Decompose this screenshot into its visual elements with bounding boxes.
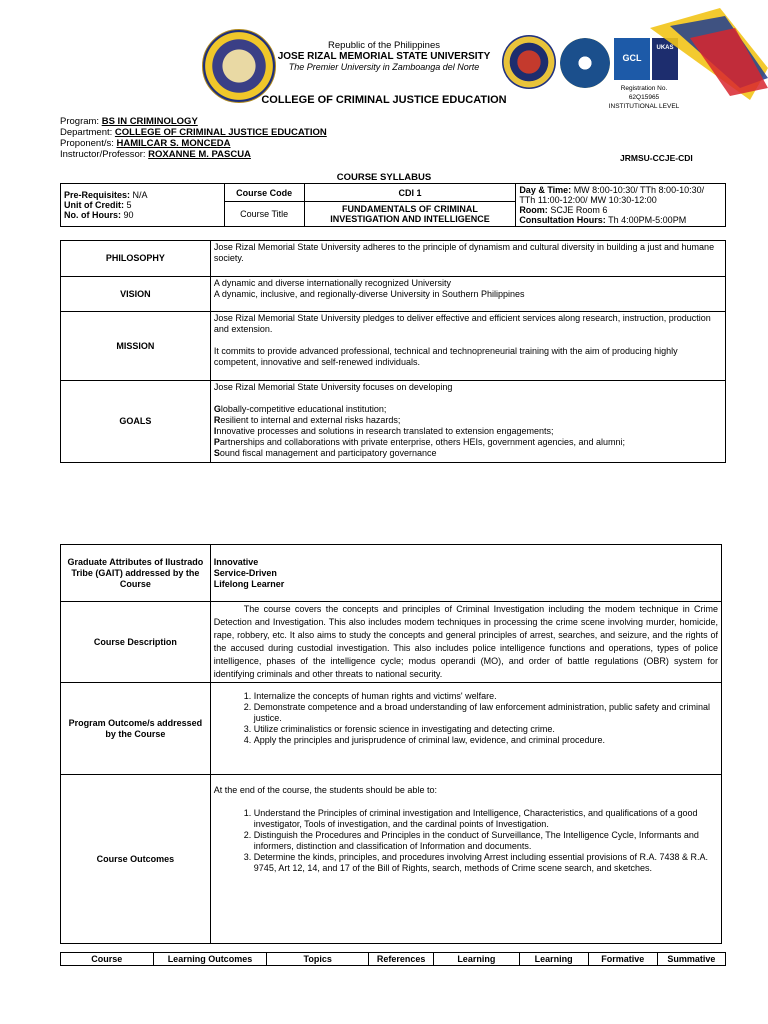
course-outcomes-label: Course Outcomes — [61, 775, 211, 944]
vmg-table — [60, 240, 726, 463]
philosophy-label: PHILOSOPHY — [61, 241, 211, 277]
plan-header-cell: Summative — [657, 953, 725, 966]
gait-values: Innovative Service-Driven Lifelong Learner — [210, 545, 721, 602]
goals-text: Jose Rizal Memorial State University focuses on developing Globally-competitive educational institution; Resilient to internal and external risks hazards; Innovative processes and solutions in research translated to extension engagements; Partnerships and collaborations with private enterprise, others HEIs, government agencies, and alumni; Sound fiscal management and participatory governance — [210, 381, 725, 463]
course-info-table — [60, 183, 726, 227]
course-code-label: Course Code — [224, 184, 304, 202]
vision-label: VISION — [61, 277, 211, 312]
plan-header-cell: Topics — [267, 953, 369, 966]
schedule-cell: Day & Time: MW 8:00-10:30/ TTh 8:00-10:30/ TTh 11:00-12:00/ MW 10:30-12:00 Room: SCJE Room 6 Consultation Hours: Th 4:00PM-5:00PM — [516, 184, 726, 227]
college-title: COLLEGE OF CRIMINAL JUSTICE EDUCATION — [261, 94, 507, 106]
header-tagline: The Premier University in Zamboanga del Norte — [288, 62, 480, 72]
gcl-certification-logo: GCL — [614, 38, 650, 80]
program-outcome-item: 4. Apply the principles and jurisprudence of criminal law, evidence, and criminal procedure. — [254, 735, 718, 746]
mission-label: MISSION — [61, 312, 211, 381]
course-description-label: Course Description — [61, 602, 211, 683]
goal-item: Resilient to internal and external risks hazards; — [213, 415, 401, 425]
header-university: JOSE RIZAL MEMORIAL STATE UNIVERSITY — [277, 51, 491, 62]
header-country: Republic of the Philippines — [328, 40, 440, 51]
instructor-value: ROXANNE M. PASCUA — [148, 149, 251, 160]
course-details-table — [60, 544, 722, 944]
course-outcome-item: 2. Distinguish the Procedures and Principles in the conduct of Surveillance, The Intelligence Cycle, Informants and informers, distinction and classification of Information and documents. — [254, 830, 718, 852]
course-title-value: FUNDAMENTALS OF CRIMINAL INVESTIGATION AND INTELLIGENCE — [304, 202, 516, 227]
department-line: Department: COLLEGE OF CRIMINAL JUSTICE EDUCATION — [60, 127, 327, 138]
ccje-seal-logo — [502, 35, 556, 89]
goal-item: Innovative processes and solutions in research translated to extension engagements; — [213, 426, 554, 436]
goals-label: GOALS — [61, 381, 211, 463]
proponent-value: HAMILCAR S. MONCEDA — [116, 138, 231, 149]
program-value: BS IN CRIMINOLOGY — [101, 116, 198, 127]
plan-header-cell: Learning — [519, 953, 588, 966]
plan-header-cell: Learning Outcomes — [153, 953, 267, 966]
aaccup-logo — [560, 38, 610, 88]
instructor-line: Instructor/Professor: ROXANNE M. PASCUA — [60, 149, 251, 160]
program-outcomes-label: Program Outcome/s addressed by the Course — [61, 683, 211, 775]
proponent-line: Proponent/s: HAMILCAR S. MONCEDA — [60, 138, 231, 149]
course-outcome-item: 3. Determine the kinds, principles, and procedures involving Arrest including essential provisions of R.A. 7438 & R.A. 9745, Art 12, 14, and 17 of the Bill of Rights, search, methods of Crime scene search, and sketches. — [254, 852, 718, 874]
program-outcome-item: 2. Demonstrate competence and a broad understanding of law enforcement administration, public safety and criminal justice. — [254, 702, 718, 724]
course-code-value: CDI 1 — [304, 184, 516, 202]
plan-header-cell: References — [369, 953, 434, 966]
document-code: JRMSU-CCJE-CDI — [620, 153, 693, 163]
course-outcomes-cell: At the end of the course, the students should be able to: 1. Understand the Principles of criminal investigation and Intelligence, Characteristics, and qualifications of a good investigator, Tools of investigation, and the cardinal points of Investigation. 2. Distinguish the Procedures and Principles in the conduct of Surveillance, The Intelligence Cycle, Informants and informers, distinction and classification of Information and documents. 3. Determine the kinds, principles, and procedures involving Arrest including essential provisions of R.A. 7438 & R.A. 9745, Art 12, 14, and 17 of the Bill of Rights, search, methods of Crime scene search, and sketches. — [210, 775, 721, 944]
goal-item: Partnerships and collaborations with private enterprise, others HEIs, government agencies, and alumni; — [213, 437, 626, 447]
program-line: Program: BS IN CRIMINOLOGY — [60, 116, 198, 127]
plan-header-cell: Course — [61, 953, 154, 966]
learning-plan-header — [60, 952, 726, 966]
course-credit-cell: Pre-Requisites: N/A Unit of Credit: 5 No. of Hours: 90 — [61, 184, 225, 227]
syllabus-title: COURSE SYLLABUS — [336, 172, 432, 183]
program-outcomes-list — [210, 683, 721, 775]
plan-header-cell: Learning — [434, 953, 519, 966]
ukas-certification-logo: UKAS — [652, 38, 678, 80]
vision-text: A dynamic and diverse internationally recognized University A dynamic, inclusive, and regionally-diverse University in Southern Philippines — [210, 277, 725, 312]
mission-text: Jose Rizal Memorial State University pledges to deliver effective and efficient services along research, instruction, production and extension. It commits to provide advanced professional, technical and technopreneurial training with the aim of producing highly competent, innovative and self-renewed individuals. — [210, 312, 725, 381]
goal-item: Globally-competitive educational institution; — [213, 404, 387, 414]
department-value: COLLEGE OF CRIMINAL JUSTICE EDUCATION — [114, 127, 327, 138]
course-outcome-item: 1. Understand the Principles of criminal investigation and Intelligence, Characteristics, and qualifications of a good investigator, Tools of investigation, and the cardinal points of Investigation. — [254, 808, 718, 830]
program-outcome-item: 1. Internalize the concepts of human rights and victims' welfare. — [254, 691, 718, 702]
goal-item: Sound fiscal management and participatory governance — [213, 448, 437, 458]
program-outcome-item: 3. Utilize criminalistics or forensic science in investigating and detecting crime. — [254, 724, 718, 735]
gait-label: Graduate Attributes of Ilustrado Tribe (GAIT) addressed by the Course — [61, 545, 211, 602]
course-description-text: The course covers the concepts and principles of Criminal Investigation including the modem technique in Crime Detection and Investigation. This also includes modem techniques in processing the crime scene involving murder, homicide, rape, robbery, etc. It also aims to study the concepts and general principles of arrest, searches, and seizure, and the rights of the accused during custodial investigation. This also includes police intelligence functions and operations, types of police intelligence, phases of the intelligence cycle; modus operandi (MO), and order of battle regulations (OBR) system for identifying criminals and other threats to national security. — [210, 602, 721, 683]
philosophy-text: Jose Rizal Memorial State University adheres to the principle of dynamism and cultural diversity in building a just and humane society. — [210, 241, 725, 277]
plan-header-cell: Formative — [588, 953, 657, 966]
registration-info: Registration No. 62Q15965 INSTITUTIONAL LEVEL — [608, 85, 680, 110]
course-title-label: Course Title — [224, 202, 304, 227]
